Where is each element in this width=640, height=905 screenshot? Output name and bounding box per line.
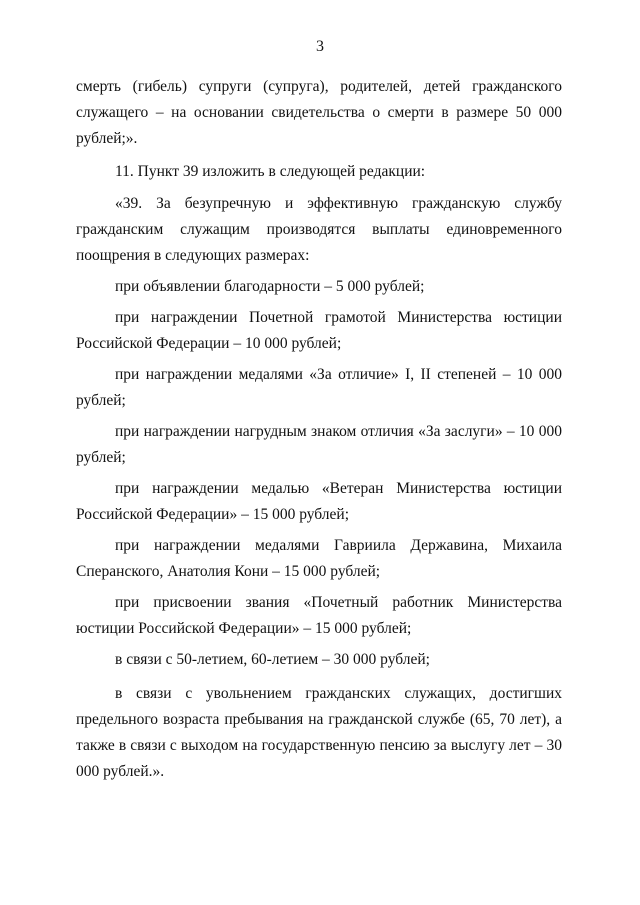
paragraph-death-of-relatives: смерть (гибель) супруги (супруга), родителей, детей гражданского служащего – на основании свидетельства о смерти в размере 50 000 рублей;». [76, 78, 562, 147]
paragraph-honorary-worker-title: при присвоении звания «Почетный работник Министерства юстиции Российской Федерации» – 15 000 рублей; [76, 594, 562, 637]
page-number: 3 [316, 38, 324, 55]
paragraph-clause-39: «39. За безупречную и эффективную гражданскую службу гражданским служащим производятся выплаты единовременного поощрения в следующих размерах: [76, 195, 562, 264]
paragraph-certificate-of-honor: при награждении Почетной грамотой Министерства юстиции Российской Федерации – 10 000 рублей; [76, 309, 562, 352]
paragraph-veteran-medal: при награждении медалью «Ветеран Министерства юстиции Российской Федерации» – 15 000 рублей; [76, 480, 562, 523]
paragraph-distinction-medals: при награждении медалями «За отличие» I, II степеней – 10 000 рублей; [76, 366, 562, 409]
paragraph-named-medals: при награждении медалями Гавриила Державина, Михаила Сперанского, Анатолия Кони – 15 000 рублей; [76, 537, 562, 580]
paragraph-gratitude-bonus: при объявлении благодарности – 5 000 рублей; [115, 278, 425, 295]
paragraph-item-11: 11. Пункт 39 изложить в следующей редакции: [115, 163, 426, 180]
document-body [76, 74, 562, 785]
paragraph-merit-badge: при награждении нагрудным знаком отличия «За заслуги» – 10 000 рублей; [76, 423, 562, 466]
paragraph-retirement-bonus: в связи с увольнением гражданских служащих, достигших предельного возраста пребывания на гражданской службе (65, 70 лет), а также в связи с выходом на государственную пенсию за выслугу лет – 30 000 рублей.». [76, 685, 562, 780]
paragraph-anniversary-bonus: в связи с 50-летием, 60-летием – 30 000 рублей; [115, 651, 430, 668]
